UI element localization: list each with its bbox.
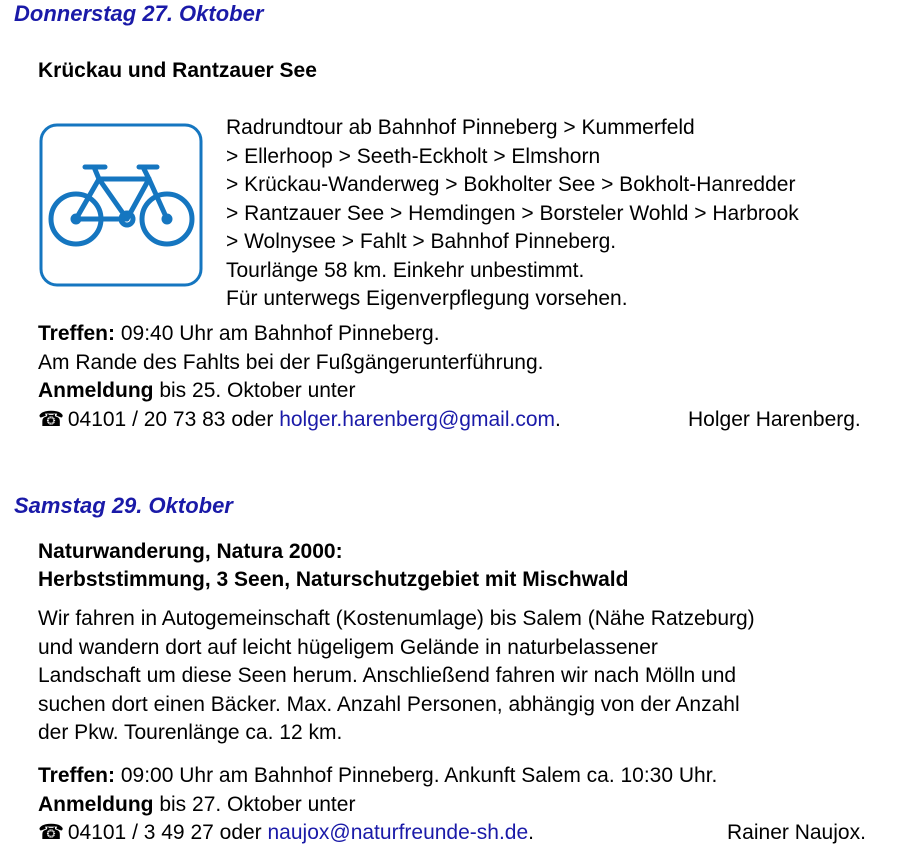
registration-line (38, 791, 717, 820)
contact-line (38, 819, 717, 848)
description-line: Wir fahren in Autogemeinschaft (Kostenumlage) bis Salem (Nähe Ratzeburg) (38, 607, 755, 630)
meeting-text: 09:00 Uhr am Bahnhof Pinneberg. Ankunft Salem ca. 10:30 Uhr. (115, 764, 718, 787)
contact-person: Holger Harenberg. (688, 408, 861, 431)
meeting-line (38, 320, 561, 349)
event-description (226, 114, 799, 314)
event-title-line: Herbststimmung, 3 Seen, Naturschutzgebiet mit Mischwald (38, 568, 629, 591)
email-suffix: . (555, 407, 561, 431)
email-suffix: . (528, 821, 534, 844)
registration-line (38, 377, 561, 406)
phone-number: 04101 / 20 73 83 oder (62, 407, 280, 431)
phone-number: 04101 / 3 49 27 oder (62, 821, 268, 844)
event-date: Donnerstag 27. Oktober (14, 1, 264, 26)
description-line: Tourlänge 58 km. Einkehr unbestimmt. (226, 258, 585, 282)
description-line: > Ellerhoop > Seeth-Eckholt > Elmshorn (226, 144, 601, 168)
event-date: Samstag 29. Oktober (14, 493, 233, 518)
meeting-label: Treffen: (38, 764, 116, 787)
meeting-line (38, 762, 717, 791)
event-title-line: Naturwanderung, Natura 2000: (38, 540, 343, 563)
description-line: > Rantzauer See > Hemdingen > Borsteler Wohld > Harbrook (226, 201, 799, 225)
registration-label: Anmeldung (38, 379, 154, 402)
phone-icon: ☎ (38, 821, 65, 844)
registration-label: Anmeldung (38, 792, 154, 816)
event-details (38, 320, 561, 434)
event-details (38, 762, 717, 848)
description-line: suchen dort einen Bäcker. Max. Anzahl Personen, abhängig von der Anzahl (38, 692, 740, 716)
registration-text: bis 25. Oktober unter (153, 379, 356, 402)
description-line: Für unterwegs Eigenverpflegung vorsehen. (226, 287, 628, 310)
event-title (38, 538, 628, 594)
description-line: Radrundtour ab Bahnhof Pinneberg > Kummerfeld (226, 116, 695, 139)
meeting-text: 09:40 Uhr am Bahnhof Pinneberg. (115, 322, 440, 345)
event-title: Krückau und Rantzauer See (38, 59, 317, 82)
description-line: Landschaft um diese Seen herum. Anschließend fahren wir nach Mölln und (38, 664, 737, 687)
description-line: und wandern dort auf leicht hügeligem Gelände in naturbelassener (38, 635, 658, 659)
contact-person: Rainer Naujox. (727, 821, 866, 844)
contact-line (38, 406, 561, 435)
description-line: der Pkw. Tourenlänge ca. 12 km. (38, 721, 343, 744)
meeting-label: Treffen: (38, 322, 116, 345)
email-link[interactable]: naujox@naturfreunde-sh.de (267, 821, 529, 844)
bicycle-icon (39, 123, 203, 287)
event-description (38, 605, 755, 748)
description-line: > Wolnysee > Fahlt > Bahnhof Pinneberg. (226, 230, 617, 253)
registration-text: bis 27. Oktober unter (153, 792, 356, 816)
description-line: > Krückau-Wanderweg > Bokholter See > Bokholt-Hanredder (226, 173, 796, 196)
email-link[interactable]: holger.harenberg@gmail.com (279, 407, 555, 431)
phone-icon: ☎ (38, 407, 65, 431)
meeting-location: Am Rande des Fahlts bei der Fußgängerunterführung. (38, 350, 544, 374)
